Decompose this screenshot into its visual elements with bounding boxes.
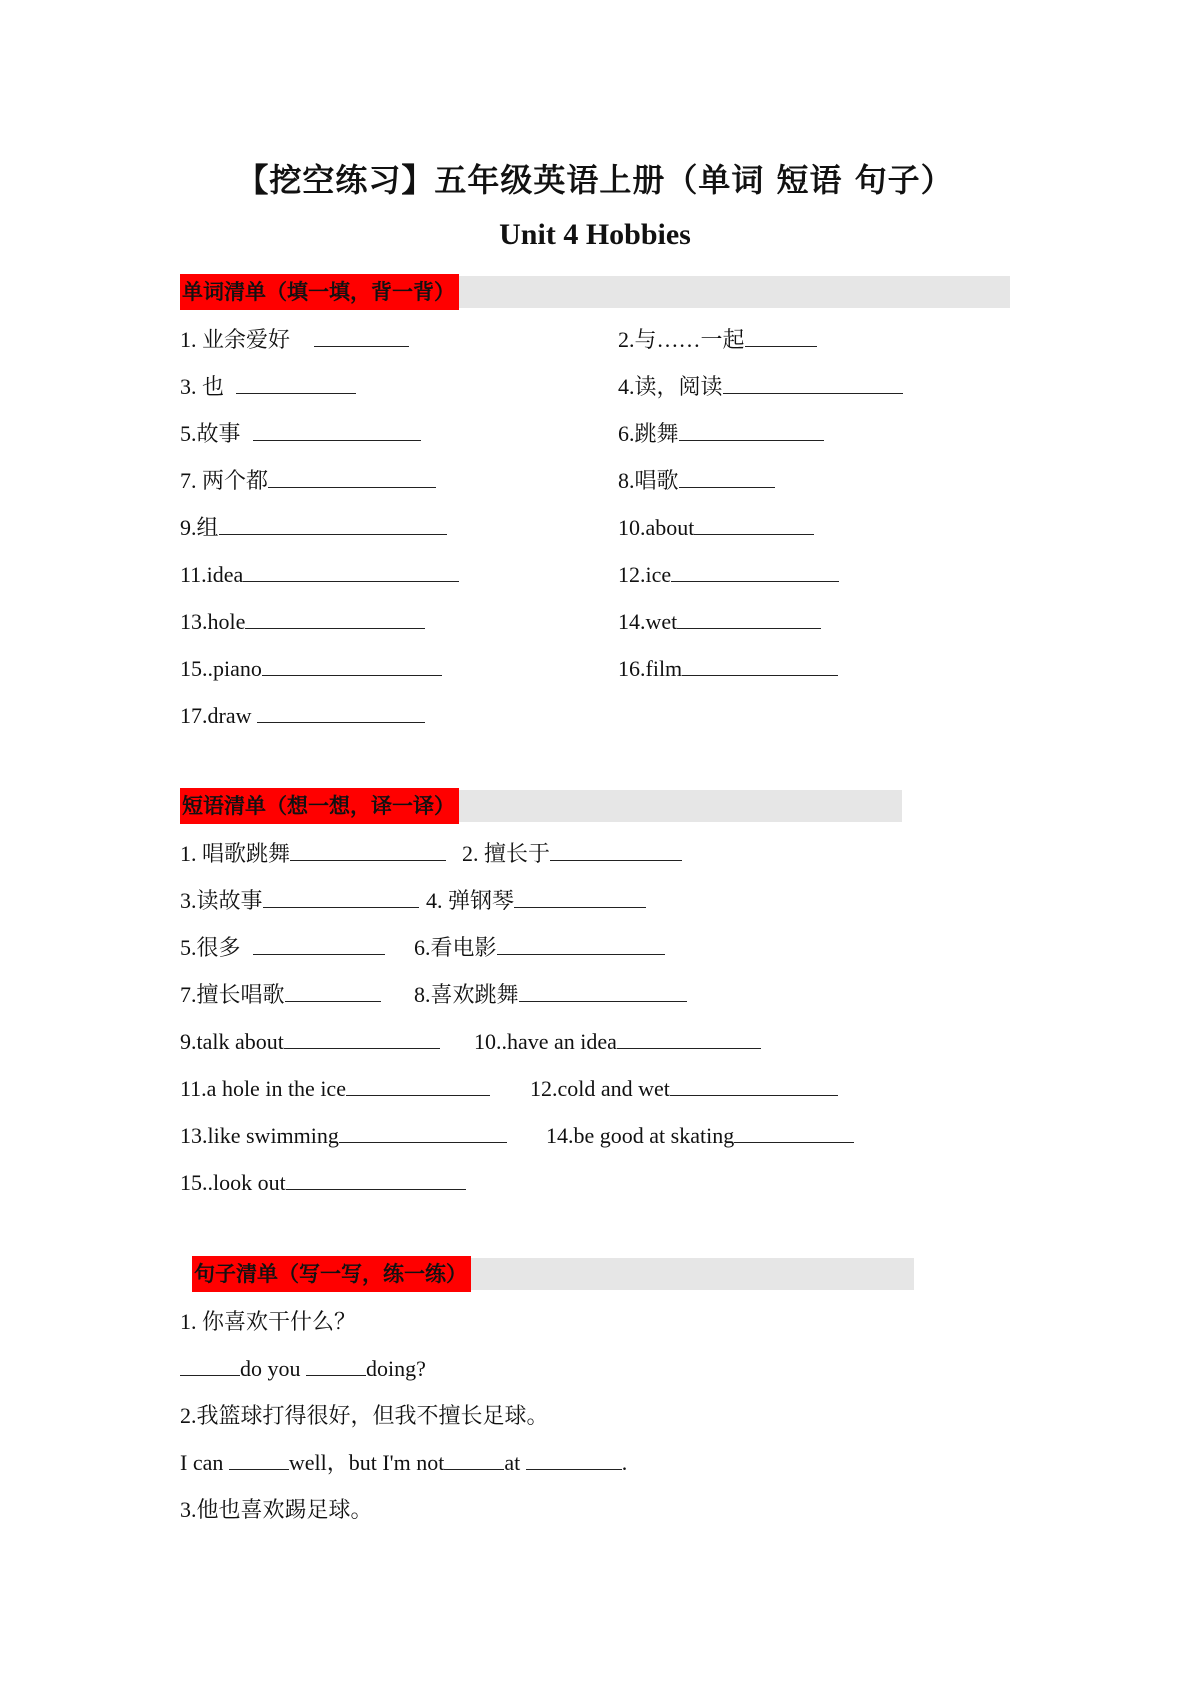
answer-blank[interactable]: [497, 934, 665, 955]
answer-blank[interactable]: [694, 514, 814, 535]
answer-blank[interactable]: [745, 326, 817, 347]
word-item: 4.读，阅读: [618, 373, 903, 401]
answer-blank[interactable]: [219, 514, 447, 535]
word-item: 17.draw: [180, 702, 425, 730]
answer-blank[interactable]: [679, 467, 775, 488]
word-item: 10.about: [618, 514, 814, 542]
answer-blank[interactable]: [682, 655, 838, 676]
answer-blank[interactable]: [284, 1028, 440, 1049]
word-item: 8.唱歌: [618, 467, 775, 495]
word-item: 7. 两个都: [180, 467, 436, 495]
phrase-item: 15..look out: [180, 1169, 466, 1197]
sentences-section-header: [192, 1258, 914, 1290]
phrase-item: 8.喜欢跳舞: [414, 981, 687, 1009]
word-item: 12.ice: [618, 561, 839, 589]
answer-blank[interactable]: [677, 608, 821, 629]
answer-blank[interactable]: [526, 1449, 622, 1470]
answer-blank[interactable]: [679, 420, 824, 441]
answer-blank[interactable]: [723, 373, 903, 394]
words-section-header: [180, 276, 1010, 308]
phrase-item: 13.like swimming: [180, 1122, 507, 1150]
phrase-item: 11.a hole in the ice: [180, 1075, 490, 1103]
answer-blank[interactable]: [243, 561, 459, 582]
answer-blank[interactable]: [257, 702, 425, 723]
phrase-item: 4. 弹钢琴: [426, 887, 646, 915]
answer-blank[interactable]: [262, 655, 442, 676]
answer-blank[interactable]: [514, 887, 646, 908]
page-title: 【挖空练习】五年级英语上册（单词 短语 句子）: [236, 161, 954, 199]
phrase-item: 14.be good at skating: [546, 1122, 854, 1150]
unit-heading: Unit 4 Hobbies: [499, 218, 691, 251]
word-item: 6.跳舞: [618, 420, 824, 448]
answer-blank[interactable]: [346, 1075, 490, 1096]
sentence-fill: I can well，but I'm not at .: [180, 1450, 628, 1475]
phrase-item: 12.cold and wet: [530, 1075, 838, 1103]
phrase-item: 6.看电影: [414, 934, 665, 962]
answer-blank[interactable]: [550, 840, 682, 861]
word-item: 14.wet: [618, 608, 821, 636]
word-item: 15..piano: [180, 655, 442, 683]
word-item: 9.组: [180, 514, 447, 542]
answer-blank[interactable]: [253, 934, 385, 955]
answer-blank[interactable]: [314, 326, 409, 347]
phrases-section-label: 短语清单（想一想，译一译）: [180, 788, 459, 824]
answer-blank[interactable]: [263, 887, 419, 908]
answer-blank[interactable]: [519, 981, 687, 1002]
answer-blank[interactable]: [671, 561, 839, 582]
answer-blank[interactable]: [245, 608, 425, 629]
answer-blank[interactable]: [290, 840, 446, 861]
phrase-item: 2. 擅长于: [462, 840, 682, 868]
phrase-item: 5.很多: [180, 934, 385, 962]
word-item: 1. 业余爱好: [180, 326, 409, 354]
answer-blank[interactable]: [253, 420, 421, 441]
answer-blank[interactable]: [444, 1449, 504, 1470]
word-item: 5.故事: [180, 420, 421, 448]
sentences-section-label: 句子清单（写一写，练一练）: [192, 1256, 471, 1292]
phrase-item: 9.talk about: [180, 1028, 440, 1056]
word-item: 3. 也: [180, 373, 356, 401]
phrase-item: 1. 唱歌跳舞: [180, 840, 446, 868]
word-item: 2.与……一起: [618, 326, 817, 354]
sentence-prompt: 1. 你喜欢干什么？: [180, 1309, 357, 1334]
answer-blank[interactable]: [734, 1122, 854, 1143]
sentence-fill: do you doing?: [180, 1355, 426, 1383]
answer-blank[interactable]: [339, 1122, 507, 1143]
answer-blank[interactable]: [180, 1355, 240, 1376]
answer-blank[interactable]: [286, 1169, 466, 1190]
word-item: 16.film: [618, 655, 838, 683]
phrases-section-header: [180, 790, 902, 822]
word-item: 13.hole: [180, 608, 425, 636]
answer-blank[interactable]: [236, 373, 356, 394]
phrase-item: 7.擅长唱歌: [180, 981, 381, 1009]
words-section-label: 单词清单（填一填，背一背）: [180, 274, 459, 310]
answer-blank[interactable]: [617, 1028, 761, 1049]
answer-blank[interactable]: [306, 1355, 366, 1376]
sentence-prompt: 2.我篮球打得很好，但我不擅长足球。: [180, 1403, 549, 1428]
word-item: 11.idea: [180, 561, 459, 589]
phrase-item: 10..have an idea: [474, 1028, 761, 1056]
answer-blank[interactable]: [285, 981, 381, 1002]
answer-blank[interactable]: [268, 467, 436, 488]
answer-blank[interactable]: [670, 1075, 838, 1096]
sentence-prompt: 3.他也喜欢踢足球。: [180, 1497, 373, 1522]
phrase-item: 3.读故事: [180, 887, 419, 915]
answer-blank[interactable]: [229, 1449, 289, 1470]
